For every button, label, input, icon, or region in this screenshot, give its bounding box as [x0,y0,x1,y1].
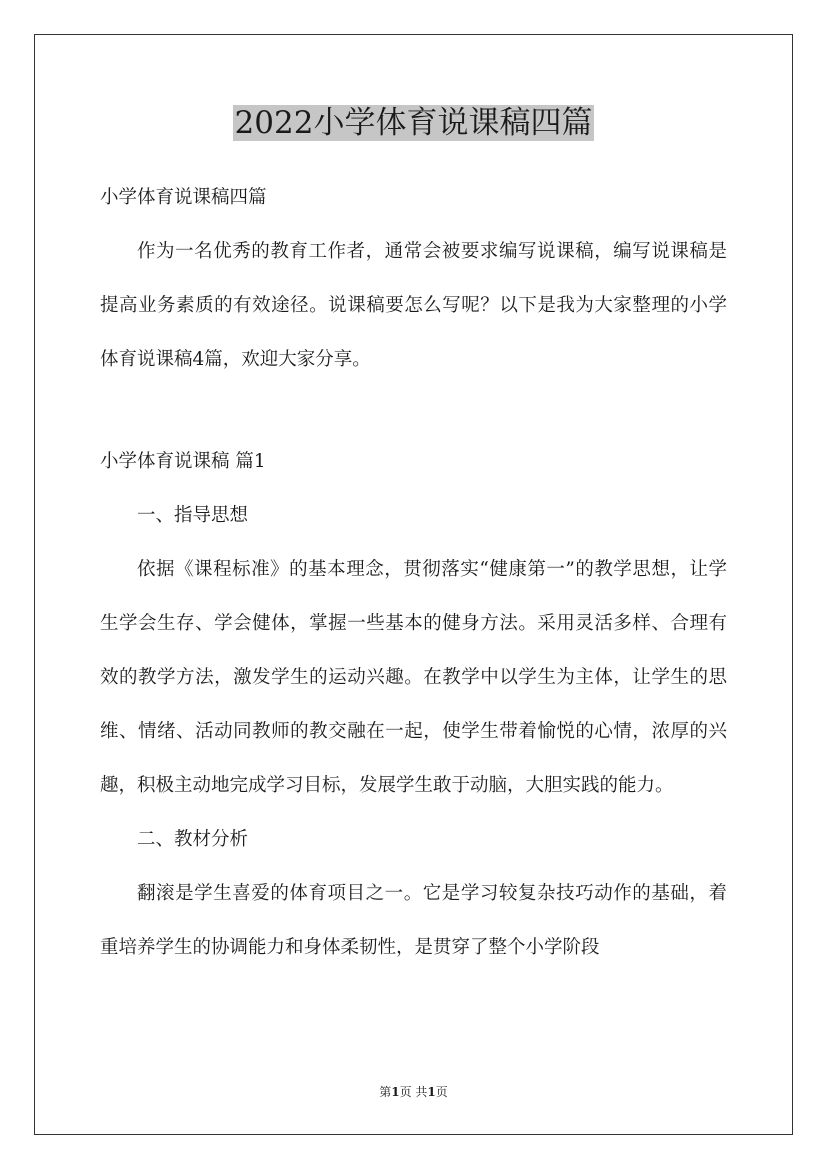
part1-heading: 一、指导思想 [137,505,249,526]
section-spacer [100,387,727,435]
part2-heading: 二、教材分析 [137,829,249,850]
document-subtitle: 小学体育说课稿四篇 [100,187,267,208]
part1-paragraph: 依据《课程标准》的基本理念，贯彻落实“健康第一”的教学思想，让学生学会生存、学会健体，掌握一些基本的健身方法。采用灵活多样、合理有效的教学方法，激发学生的运动兴趣。在教学中以学生为主体，让学生的思维、情绪、活动同教师的教交融在一起，使学生带着愉悦的心情，浓厚的兴趣，积极主动地完成学习目标，发展学生敢于动脑，大胆实践的能力。 [100,559,727,796]
intro-paragraph: 作为一名优秀的教育工作者，通常会被要求编写说课稿，编写说课稿是提高业务素质的有效途径。说课稿要怎么写呢？以下是我为大家整理的小学体育说课稿4篇，欢迎大家分享。 [100,241,727,370]
document-title [0,101,827,145]
footer-page-mid: 页 共 [399,1085,428,1099]
part2-paragraph: 翻滚是学生喜爱的体育项目之一。它是学习较复杂技巧动作的基础，着重培养学生的协调能力和身体柔韧性，是贯穿了整个小学阶段 [100,883,727,958]
footer-page-prefix: 第 [379,1085,392,1099]
footer-page-current: 1 [391,1085,400,1099]
document-title-text: 2022小学体育说课稿四篇 [234,105,593,141]
document-body [100,171,727,975]
page-footer [0,1082,827,1102]
footer-page-suffix: 页 [435,1085,448,1099]
section-heading: 小学体育说课稿 篇1 [100,451,266,472]
footer-page-total: 1 [427,1085,436,1099]
